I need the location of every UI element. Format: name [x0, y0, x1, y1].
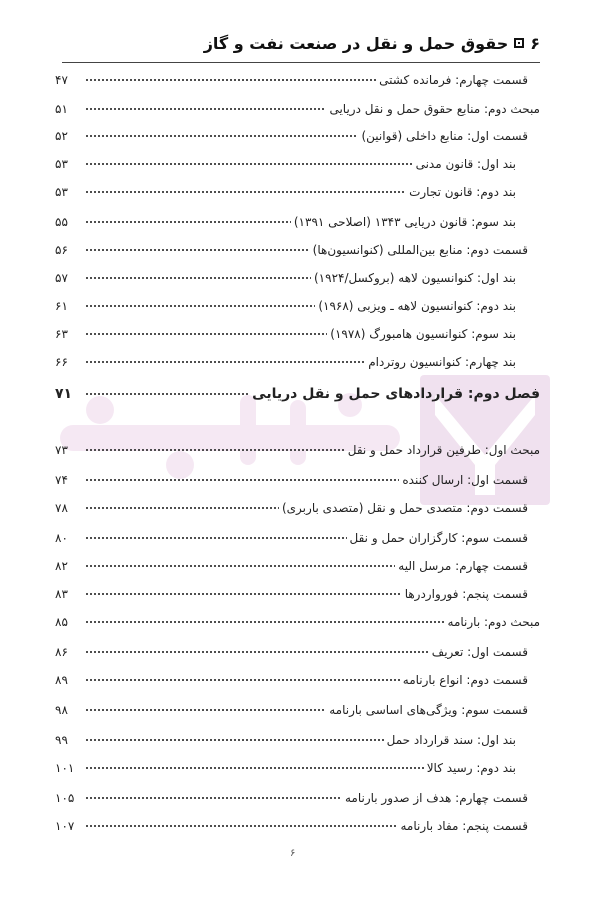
toc-entry-label: بند اول: کنوانسیون لاهه (بروکسل/۱۹۲۴) — [313, 271, 516, 285]
toc-entry-label: قسمت پنجم: مفاد بارنامه — [400, 819, 528, 833]
dot-leader — [85, 503, 279, 513]
toc-page-number: ۸۵ — [55, 615, 68, 629]
header-book-title: حقوق حمل و نقل در صنعت نفت و گاز — [203, 33, 509, 53]
dot-leader — [85, 301, 315, 311]
toc-entry-label: قسمت چهارم: فرمانده کشتی — [379, 73, 528, 87]
dot-leader — [85, 617, 445, 627]
toc-entry-label: فصل دوم: قراردادهای حمل و نقل دریایی — [252, 386, 540, 402]
toc-page-number: ۹۹ — [55, 733, 68, 747]
toc-entry-label: مبحث دوم: منابع حقوق حمل و نقل دریایی — [329, 102, 540, 116]
toc-row — [55, 580, 540, 602]
toc-page-number: ۱۰۱ — [55, 761, 75, 775]
toc-row — [55, 95, 540, 117]
toc-entry-label: بند سوم: کنوانسیون هامبورگ (۱۹۷۸) — [330, 327, 516, 341]
toc-row — [55, 122, 540, 144]
toc-row — [55, 292, 540, 314]
toc-row — [55, 784, 540, 806]
toc-page-number: ۵۳ — [55, 185, 68, 199]
toc-row — [55, 150, 540, 172]
square-bullet-icon — [514, 38, 524, 48]
toc-page-number: ۸۰ — [55, 531, 68, 545]
toc-page-number: ۷۱ — [55, 386, 73, 402]
header-page-number: ۶ — [530, 33, 540, 53]
toc-page-number: ۱۰۷ — [55, 819, 75, 833]
toc-entry-label: قسمت دوم: منابع بین‌المللی (کنوانسیون‌ها) — [312, 243, 528, 257]
toc-row — [55, 638, 540, 660]
dot-leader — [85, 187, 406, 197]
dot-leader — [85, 705, 326, 715]
dot-leader — [85, 104, 326, 114]
toc-page-number: ۸۶ — [55, 645, 68, 659]
toc-row — [55, 754, 540, 776]
dot-leader — [85, 735, 384, 745]
toc-entry-label: بند اول: سند قرارداد حمل — [386, 733, 516, 747]
toc-entry-label: بند اول: قانون مدنی — [415, 157, 516, 171]
toc-entry-label: مبحث اول: طرفین قرارداد حمل و نقل — [347, 443, 540, 457]
header-divider — [62, 62, 540, 63]
dot-leader — [85, 533, 347, 543]
toc-page-number: ۵۱ — [55, 102, 68, 116]
toc-row — [55, 608, 540, 630]
dot-leader — [85, 217, 291, 227]
toc-entry-label: قسمت دوم: متصدی حمل و نقل (متصدی باربری) — [281, 501, 528, 515]
toc-chapter-row — [55, 380, 540, 402]
toc-page-number: ۵۶ — [55, 243, 68, 257]
toc-row — [55, 436, 540, 458]
toc-entry-label: قسمت اول: تعریف — [431, 645, 528, 659]
dot-leader — [85, 131, 358, 141]
toc-entry-label: قسمت پنجم: فورواردرها — [404, 587, 528, 601]
running-header — [60, 28, 540, 58]
dot-leader — [85, 561, 395, 571]
toc-entry-label: بند سوم: قانون دریایی ۱۳۴۳ (اصلاحی ۱۳۹۱) — [293, 215, 516, 229]
toc-entry-label: قسمت سوم: کارگزاران حمل و نقل — [349, 531, 528, 545]
dot-leader — [85, 445, 345, 455]
toc-row — [55, 348, 540, 370]
dot-leader — [85, 245, 310, 255]
toc-row — [55, 236, 540, 258]
dot-leader — [85, 475, 399, 485]
toc-page-number: ۷۴ — [55, 473, 68, 487]
toc-entry-label: بند دوم: رسید کالا — [426, 761, 516, 775]
toc-entry-label: قسمت دوم: انواع بارنامه — [402, 673, 528, 687]
toc-page-number: ۵۵ — [55, 215, 68, 229]
toc-row — [55, 178, 540, 200]
toc-row — [55, 208, 540, 230]
dot-leader — [85, 357, 365, 367]
toc-row — [55, 552, 540, 574]
toc-page-number: ۷۳ — [55, 443, 68, 457]
toc-entry-label: قسمت چهارم: هدف از صدور بارنامه — [344, 791, 528, 805]
toc-page-number: ۶۱ — [55, 299, 68, 313]
toc-entry-label: مبحث دوم: بارنامه — [447, 615, 540, 629]
toc-row — [55, 524, 540, 546]
toc-page-number: ۶۶ — [55, 355, 68, 369]
dot-leader — [85, 159, 413, 169]
dot-leader — [85, 647, 429, 657]
toc-row — [55, 696, 540, 718]
toc-entry-label: قسمت اول: ارسال کننده — [402, 473, 528, 487]
toc-entry-label: قسمت اول: منابع داخلی (قوانین) — [361, 129, 528, 143]
toc-entry-label: بند چهارم: کنوانسیون روتردام — [368, 355, 516, 369]
toc-page-number: ۹۸ — [55, 703, 68, 717]
dot-leader — [85, 273, 311, 283]
toc-row — [55, 666, 540, 688]
footer-mark: ۶ — [290, 848, 296, 859]
toc-row — [55, 320, 540, 342]
toc-page-number: ۵۳ — [55, 157, 68, 171]
dot-leader — [85, 589, 402, 599]
toc-entry-label: بند دوم: قانون تجارت — [409, 185, 516, 199]
toc-row — [55, 812, 540, 834]
dot-leader — [85, 675, 400, 685]
toc-entry-label: قسمت سوم: ویژگی‌های اساسی بارنامه — [329, 703, 528, 717]
dot-leader — [85, 821, 398, 831]
toc-row — [55, 494, 540, 516]
dot-leader — [85, 389, 249, 399]
toc-entry-label: قسمت چهارم: مرسل الیه — [398, 559, 528, 573]
toc-row — [55, 66, 540, 88]
dot-leader — [85, 763, 424, 773]
dot-leader — [85, 75, 376, 85]
toc-row — [55, 466, 540, 488]
toc-row — [55, 264, 540, 286]
toc-page-number: ۵۷ — [55, 271, 68, 285]
toc-row — [55, 726, 540, 748]
toc-page-number: ۸۲ — [55, 559, 68, 573]
toc-page-number: ۶۳ — [55, 327, 68, 341]
toc-page-number: ۸۹ — [55, 673, 68, 687]
dot-leader — [85, 329, 327, 339]
toc-page-number: ۸۳ — [55, 587, 68, 601]
toc-page-number: ۷۸ — [55, 501, 68, 515]
toc-page-number: ۱۰۵ — [55, 791, 75, 805]
toc-page-number: ۴۷ — [55, 73, 68, 87]
dot-leader — [85, 793, 342, 803]
toc-entry-label: بند دوم: کنوانسیون لاهه ـ ویزبی (۱۹۶۸) — [318, 299, 516, 313]
toc-page-number: ۵۲ — [55, 129, 68, 143]
